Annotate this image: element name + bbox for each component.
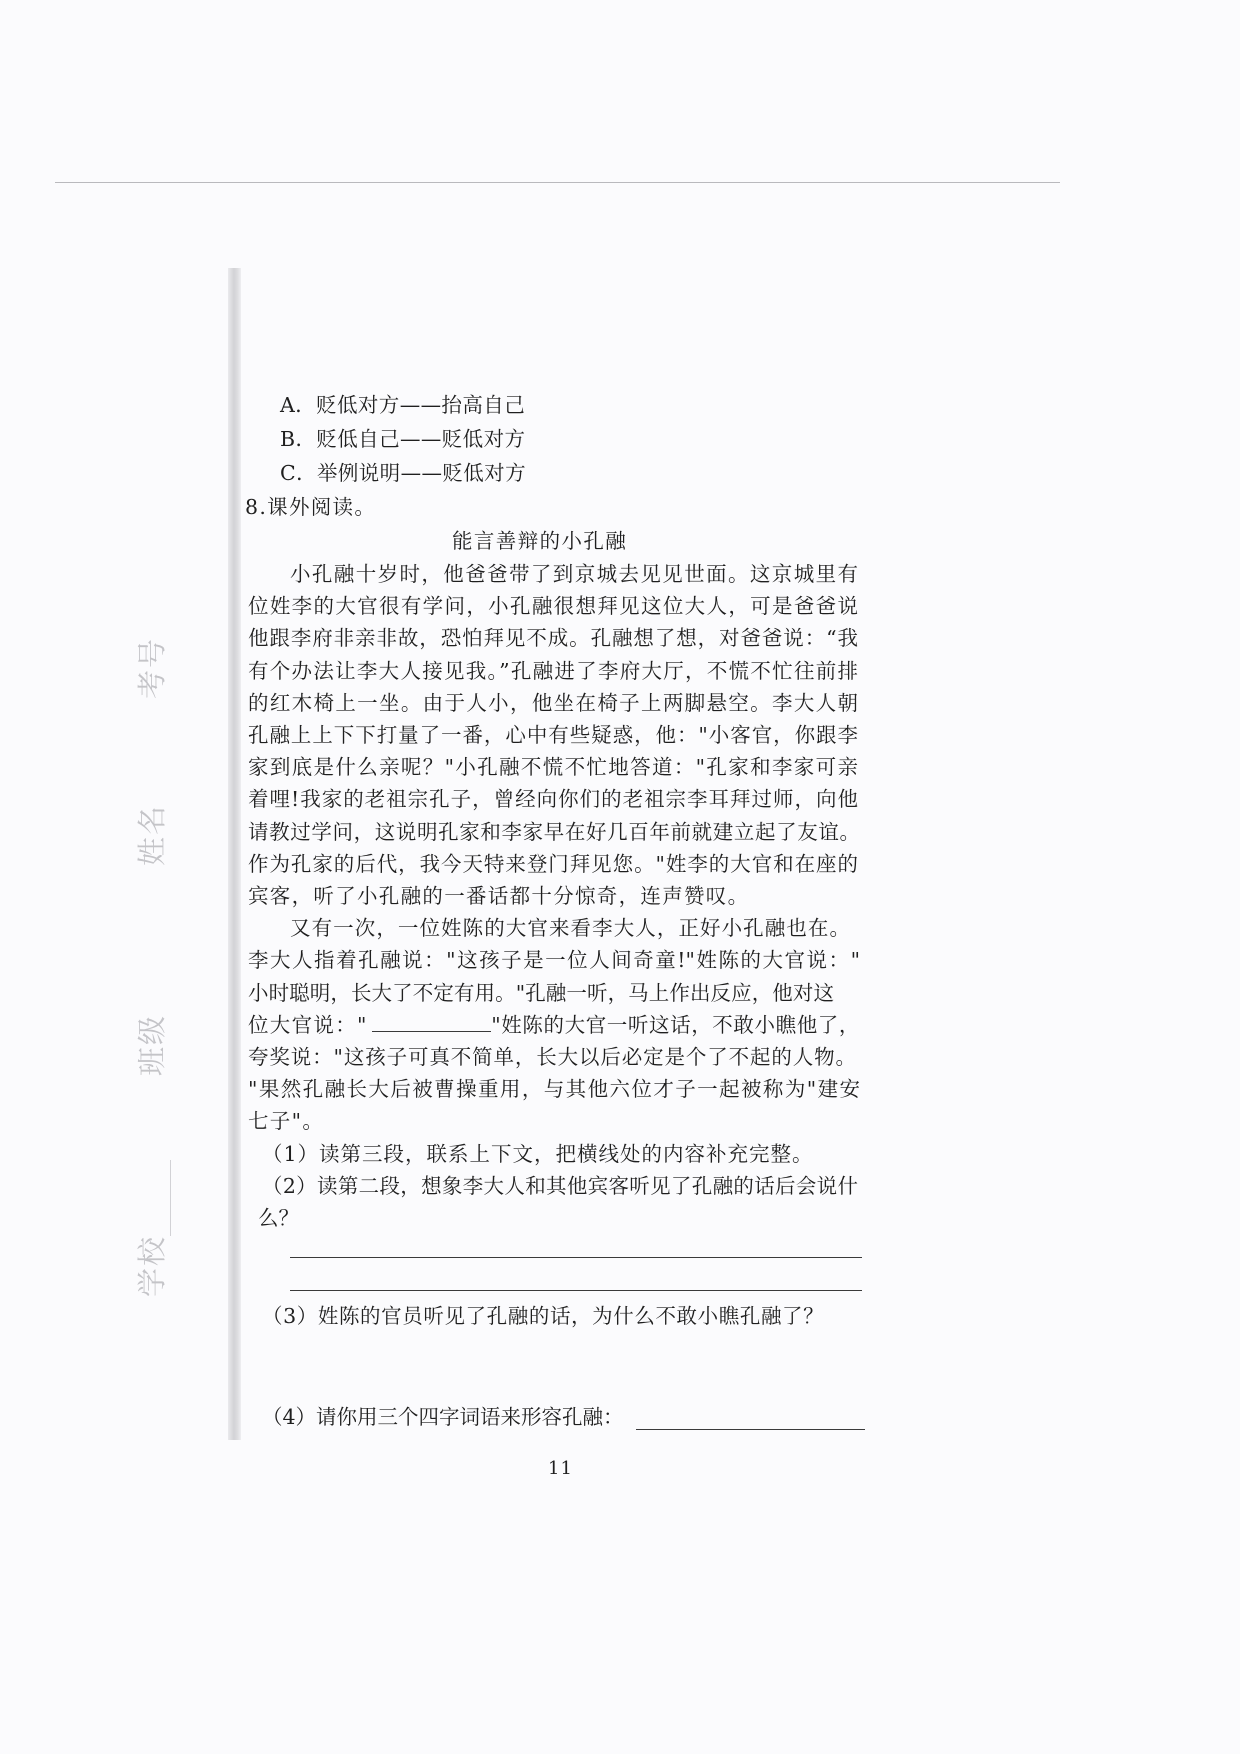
section-heading: 8.课外阅读。 [245, 495, 377, 519]
passage-line: 又有一次，一位姓陈的大官来看李大人，正好小孔融也在。 [290, 916, 850, 940]
passage-line: 的红木椅上一坐。由于人小，他坐在椅子上两脚悬空。李大人朝 [248, 691, 858, 715]
scan-page-edge [55, 182, 1060, 183]
question-3: （3）姓陈的官员听见了孔融的话，为什么不敢小瞧孔融了？ [262, 1304, 825, 1328]
passage-line: 位姓李的大官很有学问，小孔融很想拜见这位大人，可是爸爸说 [248, 594, 858, 618]
passage-line: 着哩!我家的老祖宗孔子，曾经向你们的老祖宗李耳拜过师，向他 [248, 787, 858, 811]
passage-line: 小孔融十岁时，他爸爸带了到京城去见见世面。这京城里有 [290, 562, 858, 586]
passage-line: 作为孔家的后代，我今天特来登门拜见您。"姓李的大官和在座的 [248, 852, 858, 876]
passage-line: 家到底是什么亲呢？"小孔融不慌不忙地答道："孔家和李家可亲 [248, 755, 858, 779]
passage-line-after-blank: "姓陈的大官一听这话，不敢小瞧他了， [491, 1013, 860, 1037]
answer-line [290, 1257, 862, 1258]
binding-strip [228, 268, 241, 1440]
passage-line-with-blank [248, 1011, 860, 1039]
passage-line: "果然孔融长大后被曹操重用，与其他六位才子一起被称为"建安 [248, 1077, 860, 1101]
question-1: （1）读第三段，联系上下文，把横线处的内容补充完整。 [262, 1142, 814, 1166]
option-a: A．贬低对方——抬高自己 [280, 393, 526, 417]
binding-label-class: 班级 [135, 1014, 169, 1077]
binding-label-school: 学校 [135, 1235, 169, 1298]
binding-fill-line [170, 1160, 171, 1236]
question-2-line-2: 么？ [258, 1206, 299, 1230]
passage-title: 能言善辩的小孔融 [452, 529, 628, 553]
passage-line: 宾客，听了小孔融的一番话都十分惊奇，连声赞叹。 [248, 884, 750, 908]
page-number: 11 [548, 1458, 573, 1479]
passage-line: 请教过学问，这说明孔家和李家早在好几百年前就建立起了友谊。 [248, 820, 860, 844]
passage-line-before-blank: 位大官说：" [248, 1013, 368, 1037]
answer-line [636, 1429, 865, 1430]
binding-label-name: 姓名 [135, 804, 169, 867]
option-b: B．贬低自己——贬低对方 [280, 427, 526, 451]
passage-line: 夸奖说："这孩子可真不简单，长大以后必定是个了不起的人物。 [248, 1045, 856, 1069]
question-4: （4）请你用三个四字词语来形容孔融： [262, 1405, 624, 1429]
passage-line: 七子"。 [248, 1109, 325, 1133]
passage-line: 小时聪明，长大了不定有用。"孔融一听，马上作出反应，他对这 [248, 981, 834, 1005]
passage-line: 有个办法让李大人接见我。”孔融进了李府大厅，不慌不忙往前排 [248, 659, 858, 683]
question-2-line-1: （2）读第二段，想象李大人和其他宾客听见了孔融的话后会说什 [262, 1174, 858, 1198]
passage-line: 李大人指着孔融说："这孩子是一位人间奇童!"姓陈的大官说：" [248, 948, 860, 972]
passage-line: 孔融上上下下打量了一番，心中有些疑惑，他："小客官，你跟李 [248, 723, 858, 747]
binding-label-exam-number: 考号 [135, 637, 169, 700]
answer-line [290, 1290, 862, 1291]
fill-in-blank [372, 1011, 492, 1032]
option-c: C．举例说明——贬低对方 [280, 461, 526, 485]
passage-line: 他跟李府非亲非故，恐怕拜见不成。孔融想了想，对爸爸说：“我 [248, 626, 858, 650]
